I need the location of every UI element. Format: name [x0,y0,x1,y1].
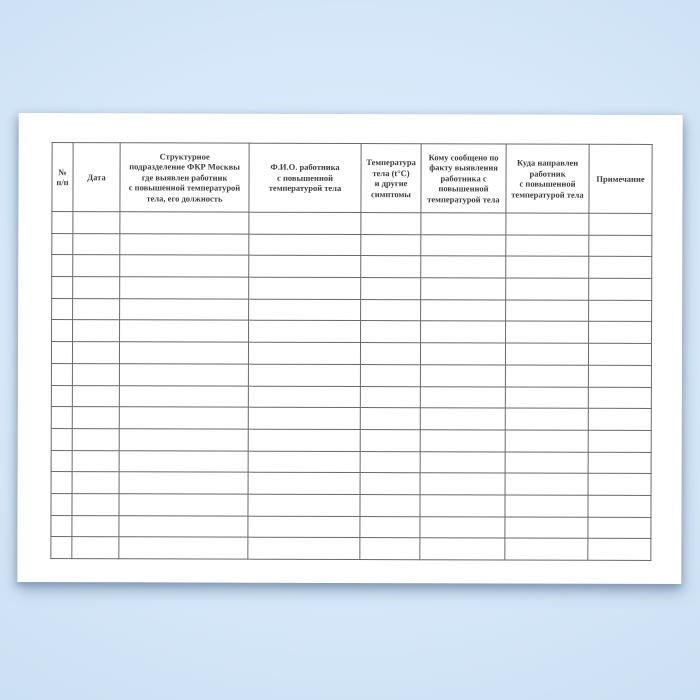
empty-cell [248,364,360,386]
table-row [52,212,652,236]
empty-cell [420,430,505,452]
empty-cell [51,537,72,559]
table-row [51,515,651,539]
empty-cell [249,321,361,343]
empty-cell [51,450,72,472]
empty-cell [361,213,421,235]
empty-cell [72,363,119,385]
empty-cell [588,387,651,409]
empty-cell [420,386,505,408]
empty-cell [120,299,249,321]
empty-cell [248,537,360,559]
empty-cell [249,212,361,234]
empty-cell [51,342,72,364]
empty-cell [588,539,651,561]
table-row [52,277,652,301]
column-header-employee: Ф.И.О. работника с повышенной температурой тела [249,143,361,212]
empty-cell [361,278,421,300]
empty-cell [120,212,249,234]
table-row [51,537,651,561]
table-row [52,255,652,279]
empty-cell [421,234,506,256]
empty-cell [248,342,360,364]
empty-cell [360,429,420,451]
empty-cell [505,495,588,517]
empty-cell [119,342,248,364]
table-row [51,342,651,366]
empty-cell [360,451,420,473]
empty-cell [420,516,505,538]
empty-cell [72,450,119,472]
empty-cell [73,320,120,342]
empty-cell [589,235,652,257]
empty-cell [361,299,421,321]
empty-cell [421,278,506,300]
empty-cell [119,364,248,386]
empty-cell [249,256,361,278]
empty-cell [589,322,652,344]
empty-cell [505,386,588,408]
empty-cell [248,472,360,494]
empty-cell [506,278,589,300]
empty-cell [361,234,421,256]
empty-cell [119,429,248,451]
empty-cell [51,385,72,407]
empty-cell [360,364,420,386]
empty-cell [51,363,72,385]
empty-cell [248,451,360,473]
empty-cell [51,407,72,429]
empty-cell [505,343,588,365]
empty-cell [589,213,652,235]
empty-cell [72,342,119,364]
empty-cell [51,428,72,450]
empty-cell [589,278,652,300]
empty-cell [72,385,119,407]
empty-cell [421,256,506,278]
empty-cell [505,473,588,495]
empty-cell [505,430,588,452]
empty-cell [248,494,360,516]
empty-cell [52,212,73,234]
table-row [51,407,651,431]
empty-cell [505,408,588,430]
empty-cell [420,538,505,560]
empty-cell [506,235,589,257]
empty-cell [248,429,360,451]
empty-cell [420,408,505,430]
empty-cell [73,298,120,320]
table-row [52,298,652,322]
empty-cell [51,493,72,515]
empty-cell [588,365,651,387]
empty-cell [52,298,73,320]
table-row [51,363,651,387]
empty-cell [72,537,119,559]
empty-cell [505,365,588,387]
empty-cell [72,472,119,494]
empty-cell [119,537,248,559]
empty-cell [506,321,589,343]
empty-cell [588,430,651,452]
empty-cell [51,515,72,537]
empty-cell [119,472,248,494]
temperature-log-table [50,142,652,561]
empty-cell [73,212,120,234]
empty-cell [119,515,248,537]
empty-cell [119,385,248,407]
header-row [52,143,652,214]
empty-cell [52,233,73,255]
empty-cell [72,494,119,516]
empty-cell [72,407,119,429]
table-row [51,385,651,409]
empty-cell [361,256,421,278]
empty-cell [505,538,588,560]
empty-cell [505,452,588,474]
column-header-temperature: Температура тела (t°C) и другие симптомы [361,144,421,213]
column-header-notes: Примечание [589,144,652,213]
empty-cell [506,256,589,278]
empty-cell [588,495,651,517]
empty-cell [420,365,505,387]
empty-cell [506,213,589,235]
empty-cell [360,516,420,538]
empty-cell [360,408,420,430]
table-row [51,450,651,474]
empty-cell [589,257,652,279]
empty-cell [421,321,506,343]
empty-cell [249,299,361,321]
empty-cell [120,320,249,342]
empty-cell [119,407,248,429]
empty-cell [589,300,652,322]
empty-cell [51,472,72,494]
empty-cell [249,277,361,299]
empty-cell [248,516,360,538]
table-row [51,472,651,496]
empty-cell [248,386,360,408]
table-row [51,493,651,517]
empty-cell [588,517,651,539]
empty-cell [360,343,420,365]
empty-cell [420,343,505,365]
empty-cell [120,255,249,277]
table-body [51,212,652,561]
empty-cell [361,321,421,343]
empty-cell [248,407,360,429]
empty-cell [421,213,506,235]
empty-cell [588,473,651,495]
column-header-reported-to: Кому сообщено по факту выявления работника с повышенной температурой тела [421,144,506,213]
empty-cell [360,494,420,516]
empty-cell [360,473,420,495]
empty-cell [119,494,248,516]
empty-cell [588,408,651,430]
column-header-sent-to: Куда направлен работник с повышенной температурой тела [506,144,589,213]
empty-cell [506,300,589,322]
table-row [51,428,651,452]
empty-cell [120,233,249,255]
empty-cell [421,299,506,321]
column-header-department: Структурное подразделение ФКР Москвы где выявлен работник с повышенной температурой тела, его должность [120,143,249,212]
paper-sheet [17,113,682,584]
empty-cell [73,277,120,299]
empty-cell [249,234,361,256]
empty-cell [120,277,249,299]
empty-cell [420,473,505,495]
column-header-date: Дата [73,143,120,212]
empty-cell [73,255,120,277]
table-row [52,233,652,257]
empty-cell [52,320,73,342]
empty-cell [72,515,119,537]
empty-cell [72,429,119,451]
empty-cell [119,450,248,472]
empty-cell [52,255,73,277]
column-header-number: № п/п [52,143,73,212]
table-row [52,320,652,344]
empty-cell [420,451,505,473]
empty-cell [360,538,420,560]
empty-cell [588,343,651,365]
empty-cell [588,452,651,474]
empty-cell [73,233,120,255]
empty-cell [52,277,73,299]
empty-cell [360,386,420,408]
empty-cell [505,517,588,539]
empty-cell [420,495,505,517]
